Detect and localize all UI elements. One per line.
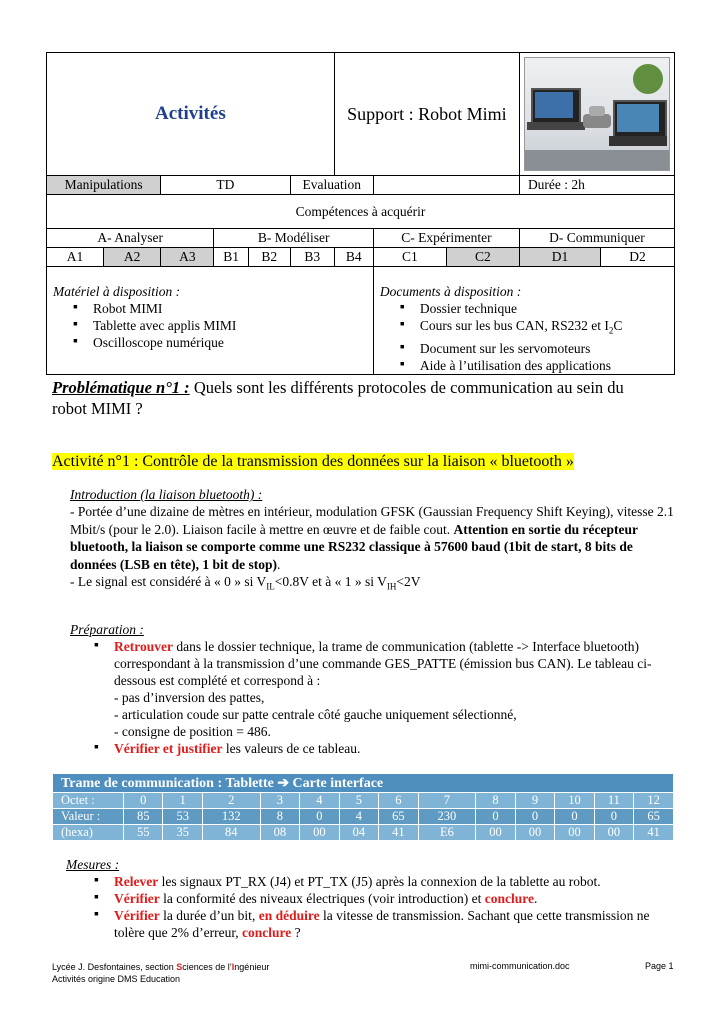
documents-cell — [373, 267, 674, 375]
trame-value-cell: 0 — [594, 809, 633, 825]
list-item: ▪ Relever les signaux PT_RX (J4) et PT_TX (J5) après la connexion de la tablette au robot. — [74, 873, 676, 890]
trame-hex-cell: 84 — [202, 825, 260, 841]
materiel-title: Matériel à disposition : — [53, 284, 181, 299]
trame-hex-cell: 00 — [515, 825, 554, 841]
code-a2: A2 — [104, 248, 161, 267]
intro-signal: - Le signal est considéré à « 0 » si $V_{IL}<0.8V$ et à « 1 » si $V_{IH}<2V$ — [70, 574, 421, 592]
trame-hex-cell: 35 — [163, 825, 202, 841]
duration-cell: Durée : 2h — [519, 176, 674, 195]
trame-value-cell: 8 — [260, 809, 299, 825]
trame-hex-cell: 00 — [476, 825, 515, 841]
trame-hex-cell: 00 — [555, 825, 594, 841]
group-communiquer: D- Communiquer — [519, 229, 674, 248]
code-b3: B3 — [290, 248, 334, 267]
footer-left — [52, 961, 269, 985]
trame-hex-cell: 08 — [260, 825, 299, 841]
table-row — [53, 793, 674, 809]
trame-value-cell: 53 — [163, 809, 202, 825]
table-row — [53, 809, 674, 825]
footer-school: Lycée J. Desfontaines, section Sciences de l’Ingénieur — [52, 962, 270, 972]
trame-octet-cell: 1 — [163, 793, 202, 809]
list-item: ▪ Robot MIMI — [53, 300, 369, 317]
trame-value-cell: 65 — [634, 809, 674, 825]
trame-hex-cell: 00 — [594, 825, 633, 841]
code-b1: B1 — [214, 248, 248, 267]
trame-octet-cell: 5 — [339, 793, 378, 809]
code-c1: C1 — [373, 248, 446, 267]
trame-octet-cell: 0 — [124, 793, 163, 809]
support-label: Support : Robot Mimi — [347, 104, 507, 124]
trame-octet-cell: 10 — [555, 793, 594, 809]
trame-octet-cell: 8 — [476, 793, 515, 809]
problematique-text: Quels sont les différents protocoles de communication au sein du robot MIMI ? — [52, 378, 624, 418]
list-item: ▪ Vérifier et justifier les valeurs de ce tableau. — [74, 740, 675, 757]
trame-octet-cell: 7 — [418, 793, 476, 809]
tab-manipulations: Manipulations — [47, 176, 161, 195]
code-b4: B4 — [334, 248, 373, 267]
competences-title: Compétences à acquérir — [47, 195, 675, 229]
trame-hex-cell: 41 — [634, 825, 674, 841]
introduction — [70, 486, 680, 596]
list-item: ▪ Retrouver dans le dossier technique, la trame de communication (tablette -> Interface bluetooth) correspondant à la transmission d’une commande GES_PATTE (émission bus CAN). Le tableau ci-dessous est complété et correspond à : - pas d’inversion des pattes, - articulation coude sur patte centrale côté gauche uniquement sélectionné, - consigne de position = 486. — [74, 638, 675, 740]
intro-paragraph: - Portée d’une dizaine de mètres en intérieur, modulation GFSK (Gaussian Frequency Shift Keying), vitesse 2.1 Mbit/s (pour le 2.0). Liaison facile à mettre en œuvre et de faible cout. Attention en sortie du récepteur bluetooth, la liaison se comporte comme une RS232 classique à 57600 baud (1bit de start, 8 bits de données (LSB en tête), 1 bit de stop). — [70, 504, 674, 572]
page-title: Activités — [155, 103, 226, 124]
trame-row-label: Valeur : — [53, 809, 124, 825]
activite-title: Activité n°1 : Contrôle de la transmission des données sur la liaison « bluetooth » — [52, 453, 574, 470]
trame-value-cell: 0 — [555, 809, 594, 825]
code-d1: D1 — [519, 248, 600, 267]
trame-value-cell: 0 — [515, 809, 554, 825]
trame-row-label: Octet : — [53, 793, 124, 809]
preparation — [70, 621, 675, 757]
robot-photo — [524, 57, 670, 171]
code-a3: A3 — [161, 248, 214, 267]
trame-octet-cell: 2 — [202, 793, 260, 809]
support-cell — [334, 53, 519, 176]
intro-title: Introduction (la liaison bluetooth) : — [70, 487, 263, 502]
header-table — [46, 52, 675, 375]
trame-octet-cell: 4 — [300, 793, 339, 809]
code-b2: B2 — [248, 248, 290, 267]
trame-octet-cell: 3 — [260, 793, 299, 809]
list-item: ▪ Document sur les servomoteurs — [380, 340, 670, 357]
list-item: ▪ Tablette avec applis MIMI — [53, 317, 369, 334]
trame-table — [52, 773, 674, 841]
code-a1: A1 — [47, 248, 104, 267]
trame-value-cell: 0 — [476, 809, 515, 825]
group-analyser: A- Analyser — [47, 229, 214, 248]
list-item: ▪ Vérifier la durée d’un bit, en déduire la vitesse de transmission. Sachant que cette transmission ne tolère que 2% d’erreur, conclure ? — [74, 907, 676, 941]
list-item: ▪ Dossier technique — [380, 300, 670, 317]
footer-filename: mimi-communication.doc — [470, 961, 570, 971]
list-item: ▪ Aide à l’utilisation des applications — [380, 357, 670, 374]
list-item: ▪ Cours sur les bus CAN, RS232 et $I_2C$ — [380, 317, 670, 340]
list-item: ▪ Oscilloscope numérique — [53, 334, 369, 351]
trame-value-cell: 65 — [379, 809, 418, 825]
documents-list — [380, 300, 670, 374]
tab-td: TD — [161, 176, 290, 195]
code-c2: C2 — [446, 248, 519, 267]
footer-page-number: Page 1 — [645, 961, 674, 971]
trame-value-cell: 85 — [124, 809, 163, 825]
mesures-title: Mesures : — [66, 857, 120, 872]
footer-origin: Activités origine DMS Education — [52, 974, 181, 984]
problematique-label: Problématique n°1 : — [52, 378, 190, 397]
trame-value-cell: 4 — [339, 809, 378, 825]
problematique — [52, 377, 662, 419]
trame-value-cell: 132 — [202, 809, 260, 825]
documents-title: Documents à disposition : — [379, 284, 522, 299]
trame-hex-cell: 41 — [379, 825, 418, 841]
trame-row-label: (hexa) — [53, 825, 124, 841]
preparation-title: Préparation : — [70, 622, 144, 637]
materiel-list — [53, 300, 369, 351]
trame-hex-cell: 55 — [124, 825, 163, 841]
materiel-cell — [47, 267, 374, 375]
trame-hex-cell: E6 — [418, 825, 476, 841]
list-item: ▪ Vérifier la conformité des niveaux électriques (voir introduction) et conclure. — [74, 890, 676, 907]
table-row — [53, 825, 674, 841]
activities-title-cell — [47, 53, 335, 176]
trame-value-cell: 0 — [300, 809, 339, 825]
group-experimenter: C- Expérimenter — [373, 229, 519, 248]
trame-octet-cell: 11 — [594, 793, 633, 809]
empty-cell — [373, 176, 519, 195]
trame-value-cell: 230 — [418, 809, 476, 825]
trame-octet-cell: 12 — [634, 793, 674, 809]
trame-hex-cell: 00 — [300, 825, 339, 841]
code-d2: D2 — [601, 248, 675, 267]
photo-cell — [519, 53, 674, 176]
tab-evaluation: Evaluation — [290, 176, 373, 195]
group-modeliser: B- Modéliser — [214, 229, 373, 248]
trame-octet-cell: 9 — [515, 793, 554, 809]
trame-octet-cell: 6 — [379, 793, 418, 809]
trame-title: Trame de communication : Tablette ➔ Carte interface — [53, 774, 674, 793]
mesures — [66, 856, 676, 941]
trame-hex-cell: 04 — [339, 825, 378, 841]
